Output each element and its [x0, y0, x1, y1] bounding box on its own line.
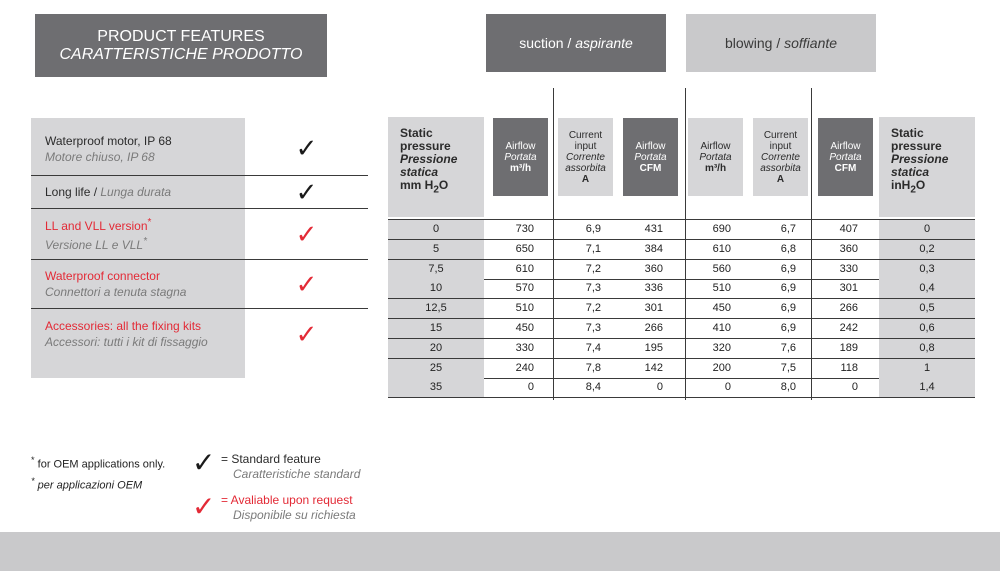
blowing-header: [686, 14, 876, 72]
feature-row-long-life: [31, 176, 368, 208]
table-cell: 650: [515, 242, 534, 255]
feature-primary: Accessories: all the fixing kits: [45, 319, 202, 333]
table-cell: 7,5: [388, 260, 484, 279]
unit-end: O: [915, 178, 926, 192]
unit-text: inH: [891, 178, 911, 192]
feature-row-ll-vll: [31, 209, 368, 259]
table-cell: 320: [712, 341, 731, 354]
table-row: [388, 260, 975, 279]
table-row: [388, 240, 975, 259]
feature-primary: Long life /: [45, 185, 101, 199]
header-line: statica: [400, 165, 439, 179]
table-cell: 0: [527, 381, 534, 394]
table-row: [388, 319, 975, 338]
table-cell: 12,5: [388, 299, 484, 318]
feature-row-waterproof-motor: [31, 122, 368, 175]
table-cell: 25: [388, 359, 484, 378]
suction-label-it: aspirante: [575, 35, 633, 51]
oem-note: [31, 452, 165, 493]
footnote-star: *: [31, 475, 35, 486]
table-cell: 0,3: [879, 260, 975, 279]
legend-standard-en: = Standard feature: [221, 452, 321, 466]
table-cell: 0,4: [879, 279, 975, 298]
feature-primary-label: LL and VLL version: [45, 219, 148, 233]
header-line: Current: [568, 129, 603, 141]
static-pressure-inh2o-header: [879, 117, 975, 217]
table-row: [388, 279, 975, 298]
header-line: Corrente: [566, 151, 605, 163]
table-cell: 336: [644, 282, 663, 295]
table-cell: 6,9: [780, 262, 796, 275]
features-list: [31, 118, 368, 378]
table-cell: 35: [388, 378, 484, 397]
table-cell: 410: [712, 322, 731, 334]
table-row: [388, 339, 975, 358]
table-cell: 266: [839, 302, 858, 315]
table-cell: 431: [644, 223, 663, 235]
feature-primary-it: Lunga durata: [100, 185, 172, 199]
header-line: input: [769, 140, 792, 152]
airflow-m3h-header-blowing: [688, 118, 743, 196]
checkmark-icon: ✓: [295, 133, 318, 163]
feature-text: [31, 268, 245, 300]
oem-note-en-text: for OEM applications only.: [37, 458, 166, 471]
table-cell: 560: [712, 262, 731, 275]
feature-primary: Waterproof motor, IP 68: [45, 133, 172, 148]
suction-label: suction /: [519, 35, 572, 51]
table-cell: 142: [644, 361, 663, 374]
header-line: Portata: [829, 151, 862, 163]
footnote-star: *: [147, 217, 152, 228]
table-top-border: [388, 219, 975, 220]
table-cell: 7,5: [780, 361, 796, 374]
current-header-suction: [558, 118, 613, 196]
header-line: assorbita: [760, 162, 801, 174]
header-line: Airflow: [635, 140, 666, 152]
header-line: Portata: [699, 151, 732, 163]
table-cell: 7,4: [585, 341, 601, 354]
table-cell: 330: [839, 262, 858, 275]
header-line: Current: [763, 129, 798, 141]
table-cell: 15: [388, 319, 484, 338]
feature-row-accessories: [31, 309, 368, 359]
header-line: Corrente: [761, 151, 800, 163]
suction-header: [486, 14, 666, 72]
header-line: input: [574, 140, 597, 152]
table-row: [388, 378, 975, 397]
table-cell: 118: [840, 361, 858, 374]
header-line: Pressione: [891, 152, 949, 166]
feature-primary: Waterproof connector: [45, 269, 160, 283]
table-row: [388, 359, 975, 378]
table-cell: 6,9: [780, 302, 796, 315]
table-cell: 266: [644, 322, 663, 334]
table-cell: 730: [515, 223, 534, 235]
row-divider: [388, 397, 975, 398]
table-cell: 5: [388, 240, 484, 259]
table-cell: 610: [712, 242, 731, 255]
header-line: Static: [400, 126, 433, 140]
oem-note-it-text: per applicazioni OEM: [37, 479, 143, 492]
footnote-star: *: [31, 455, 35, 465]
feature-primary: [45, 215, 245, 234]
feature-secondary: Connettori a tenuta stagna: [45, 285, 187, 299]
table-cell: 360: [839, 242, 858, 255]
header-unit: CFM: [639, 162, 662, 174]
table-cell: 450: [712, 302, 731, 315]
table-cell: 189: [839, 341, 858, 354]
table-cell: 301: [644, 302, 663, 315]
unit-sub: 2: [433, 184, 439, 196]
header-line: Airflow: [505, 140, 536, 152]
table-cell: 6,7: [780, 223, 796, 235]
table-cell: 450: [515, 322, 534, 334]
table-cell: 195: [644, 341, 663, 354]
table-cell: 384: [644, 242, 663, 255]
table-cell: 10: [388, 279, 484, 298]
airflow-cfm-header-suction: [623, 118, 678, 196]
header-line: statica: [891, 165, 930, 179]
header-line: Static: [891, 126, 924, 140]
features-title: PRODUCT FEATURES: [97, 27, 265, 45]
footnote-star: *: [143, 236, 147, 247]
oem-note-it: [31, 473, 165, 494]
header-unit: A: [581, 173, 590, 185]
table-cell: 7,2: [585, 262, 601, 275]
table-cell: 6,8: [780, 242, 796, 255]
header-line: pressure: [891, 139, 942, 153]
blowing-label: blowing /: [724, 35, 781, 51]
blowing-label-it: soffiante: [784, 35, 838, 51]
checkmark-icon: ✓: [295, 218, 318, 249]
table-cell: 8,0: [780, 381, 796, 394]
table-cell: 1: [879, 359, 975, 378]
table-cell: 0,2: [879, 240, 975, 259]
table-cell: 7,1: [585, 242, 601, 255]
table-row: [388, 299, 975, 318]
table-cell: 510: [712, 282, 731, 295]
table-cell: 6,9: [780, 322, 796, 334]
static-pressure-mm-header: [388, 117, 484, 217]
table-cell: 510: [515, 302, 534, 315]
feature-text: [31, 184, 245, 200]
header-unit: [891, 179, 975, 196]
header-line: Airflow: [700, 140, 731, 152]
header-unit: CFM: [834, 162, 857, 174]
header-unit: [400, 179, 484, 196]
table-cell: 570: [515, 282, 534, 295]
table-cell: 8,4: [585, 381, 601, 394]
table-cell: 7,8: [585, 361, 601, 374]
table-cell: 0,8: [879, 339, 975, 358]
table-cell: 0: [851, 381, 858, 394]
footer: [0, 532, 1000, 571]
header-line: Pressione: [400, 152, 458, 166]
table-cell: 1,4: [879, 378, 975, 397]
table-cell: 240: [515, 361, 534, 374]
unit-end: O: [438, 178, 449, 192]
legend-standard-it: Caratteristiche standard: [233, 467, 361, 481]
table-cell: 242: [839, 322, 858, 334]
checkmark-icon: ✓: [295, 318, 318, 349]
header-line: Portata: [504, 151, 537, 163]
table-cell: 360: [644, 262, 663, 275]
header-line: pressure: [400, 139, 451, 153]
airflow-m3h-header-suction: [493, 118, 548, 196]
header-unit: A: [776, 173, 785, 185]
table-cell: 690: [712, 223, 731, 235]
table-cell: 7,3: [585, 282, 601, 295]
feature-secondary: [45, 234, 245, 253]
table-cell: 610: [515, 262, 534, 275]
current-header-blowing: [753, 118, 808, 196]
table-cell: 0: [724, 381, 731, 394]
feature-secondary-label: Versione LL e VLL: [45, 238, 144, 252]
table-cell: 301: [839, 282, 858, 295]
feature-secondary: Accessori: tutti i kit di fissaggio: [45, 335, 208, 349]
checkmark-icon: ✓: [192, 447, 216, 478]
legend-request: [221, 493, 356, 523]
header-unit: m³/h: [704, 162, 727, 174]
table-cell: 6,9: [585, 223, 601, 235]
oem-note-en: [31, 452, 165, 473]
table-row: [388, 220, 975, 239]
table-cell: 200: [712, 361, 731, 374]
table-cell: 7,2: [585, 302, 601, 315]
table-cell: 0,5: [879, 299, 975, 318]
features-title-it: CARATTERISTICHE PRODOTTO: [59, 45, 303, 63]
table-cell: 0: [879, 220, 975, 239]
unit-sub: 2: [910, 184, 916, 196]
header-unit: m³/h: [509, 162, 532, 174]
table-cell: 20: [388, 339, 484, 358]
feature-text: [31, 318, 245, 350]
legend-request-it: Disponibile su richiesta: [233, 508, 356, 522]
feature-text: [31, 133, 245, 165]
unit-text: mm H: [400, 178, 434, 192]
legend-request-en: = Avaliable upon request: [221, 493, 353, 507]
table-cell: 7,6: [780, 341, 796, 354]
table-cell: 0: [388, 220, 484, 239]
feature-secondary: Motore chiuso, IP 68: [45, 149, 155, 164]
checkmark-icon: ✓: [295, 268, 318, 299]
checkmark-icon: ✓: [295, 176, 318, 207]
features-header: [35, 14, 327, 77]
airflow-cfm-header-blowing: [818, 118, 873, 196]
table-cell: 6,9: [780, 282, 796, 295]
header-line: Portata: [634, 151, 667, 163]
table-cell: 7,3: [585, 322, 601, 334]
header-line: assorbita: [565, 162, 606, 174]
header-line: Airflow: [830, 140, 861, 152]
table-cell: 407: [839, 223, 858, 235]
table-cell: 330: [515, 341, 534, 354]
feature-text: [31, 215, 245, 253]
table-cell: 0,6: [879, 319, 975, 338]
table-cell: 0: [656, 381, 663, 394]
feature-row-waterproof-connector: [31, 260, 368, 308]
legend-standard: [221, 452, 360, 482]
checkmark-icon: ✓: [192, 491, 216, 522]
